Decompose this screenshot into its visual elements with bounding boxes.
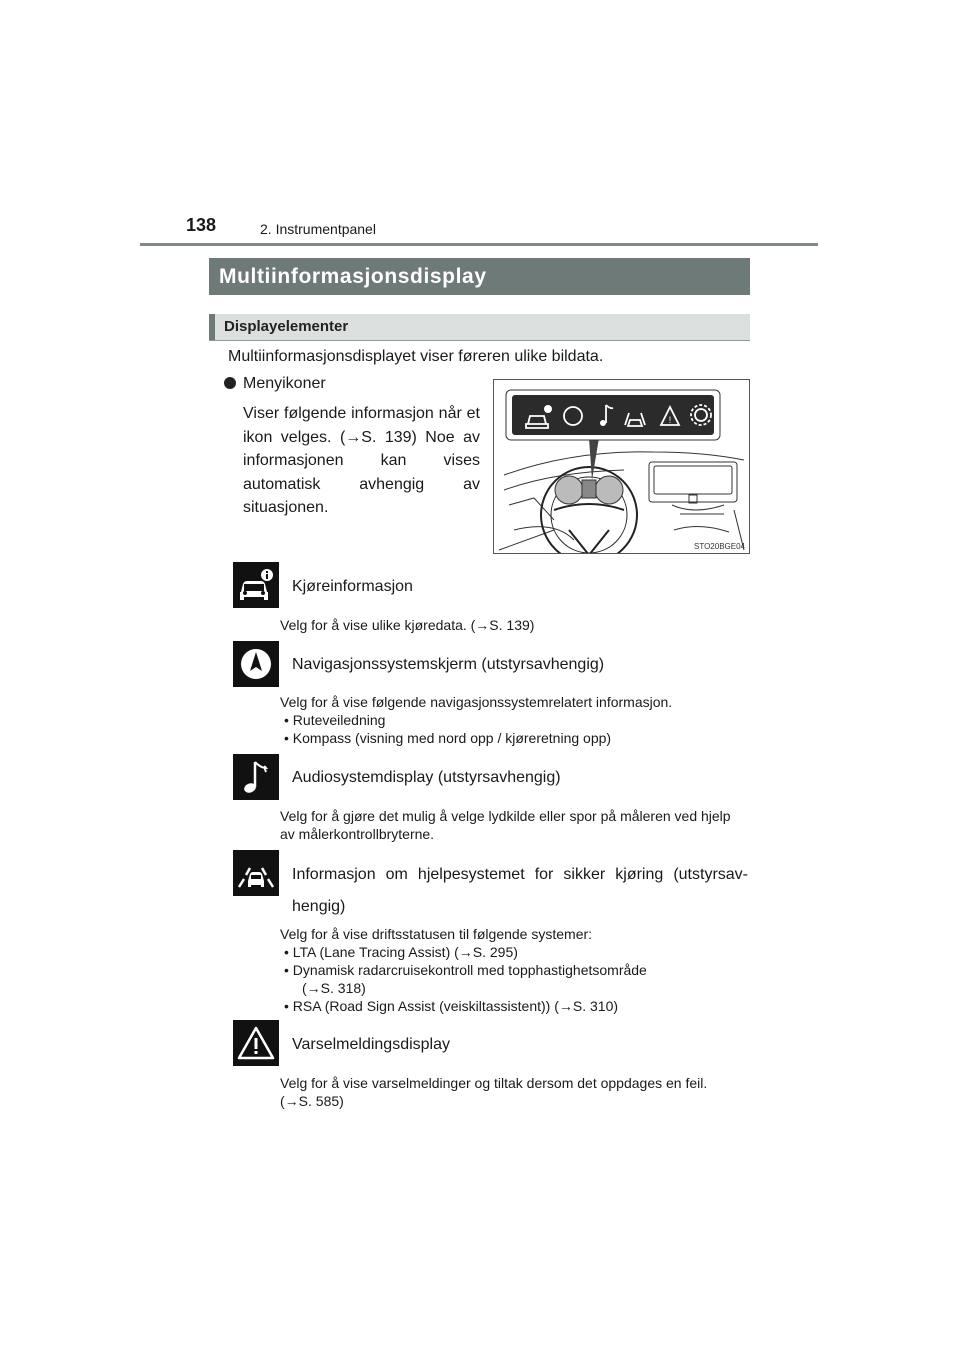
assist-sub-radar-cruise: • Dynamisk radarcruisekontroll med topphastighetsområde [284,962,647,978]
intro-text: Multiinformasjonsdisplayet viser føreren ulike bildata. [228,348,604,365]
item-body-warning [280,1074,748,1110]
item-title-driving-info: Kjøreinformasjon [292,578,413,595]
assist-sub-lta: • LTA (Lane Tracing Assist) (→S. 295) [284,944,518,960]
sub-heading [209,314,750,341]
item-body-navigation-text: Velg for å vise følgende navigasjonssystemrelatert informasjon. [280,694,673,710]
main-heading: Multiinformasjonsdisplay [209,258,750,295]
dashboard-figure [493,379,750,554]
music-note-icon [233,754,279,800]
assist-sub-radar-cruise-ref: (→S. 318) [302,980,366,996]
item-body-audio: Velg for å gjøre det mulig å velge lydkilde eller spor på måleren ved hjelp av målerkontrollbryterne. [280,808,731,842]
assist-sub-rsa: • RSA (Road Sign Assist (veiskiltassistent)) (→S. 310) [284,998,619,1014]
item-title-audio: Audiosystemdisplay (utstyrsavhengig) [292,769,561,786]
figure-code: STO20BGE04 [694,542,745,551]
item-body-navigation [280,693,748,747]
driving-assist-icon [233,850,279,896]
menu-icons-description: Viser følgende informasjon når et ikon velges. (→S. 139) Noe av informasjonen kan vises automatisk avhengig av situasjonen. [243,405,480,516]
bullet-label: Menyikoner [243,375,326,392]
item-body-driving-assist [280,925,748,1015]
navigation-sub-route: • Ruteveiledning [284,712,386,728]
item-title-driving-assist-line1: Informasjon om hjelpesystemet for sikker kjøring (utstyrsav- [292,866,748,883]
item-body-driving-info: Velg for å vise ulike kjøredata. (→S. 139) [280,617,535,633]
dashboard-illustration [494,380,750,554]
item-title-driving-assist-line2: hengig) [292,898,346,915]
item-title-navigation: Navigasjonssystemskjerm (utstyrsavhengig) [292,656,605,673]
warning-triangle-icon [233,1020,279,1066]
sub-heading-bar [209,314,215,340]
item-body-driving-assist-text: Velg for å vise driftsstatusen til følgende systemer: [280,926,593,942]
item-body-warning-line1: Velg for å vise varselmeldinger og tiltak dersom det oppdages en feil. [280,1075,708,1091]
header-divider [140,243,818,246]
item-body-warning-line2: (→S. 585) [280,1093,344,1109]
navigation-icon [233,641,279,687]
bullet-dot [224,377,236,389]
sub-heading-text: Displayelementer [224,318,349,335]
svg-text:!: ! [668,415,672,425]
section-label: 2. Instrumentpanel [260,221,376,237]
menu-icons-bullet [224,375,326,393]
page-number: 138 [186,215,217,235]
car-info-icon [233,562,279,608]
item-title-warning: Varselmeldingsdisplay [292,1036,450,1053]
navigation-sub-compass: • Kompass (visning med nord opp / kjøreretning opp) [284,730,612,746]
